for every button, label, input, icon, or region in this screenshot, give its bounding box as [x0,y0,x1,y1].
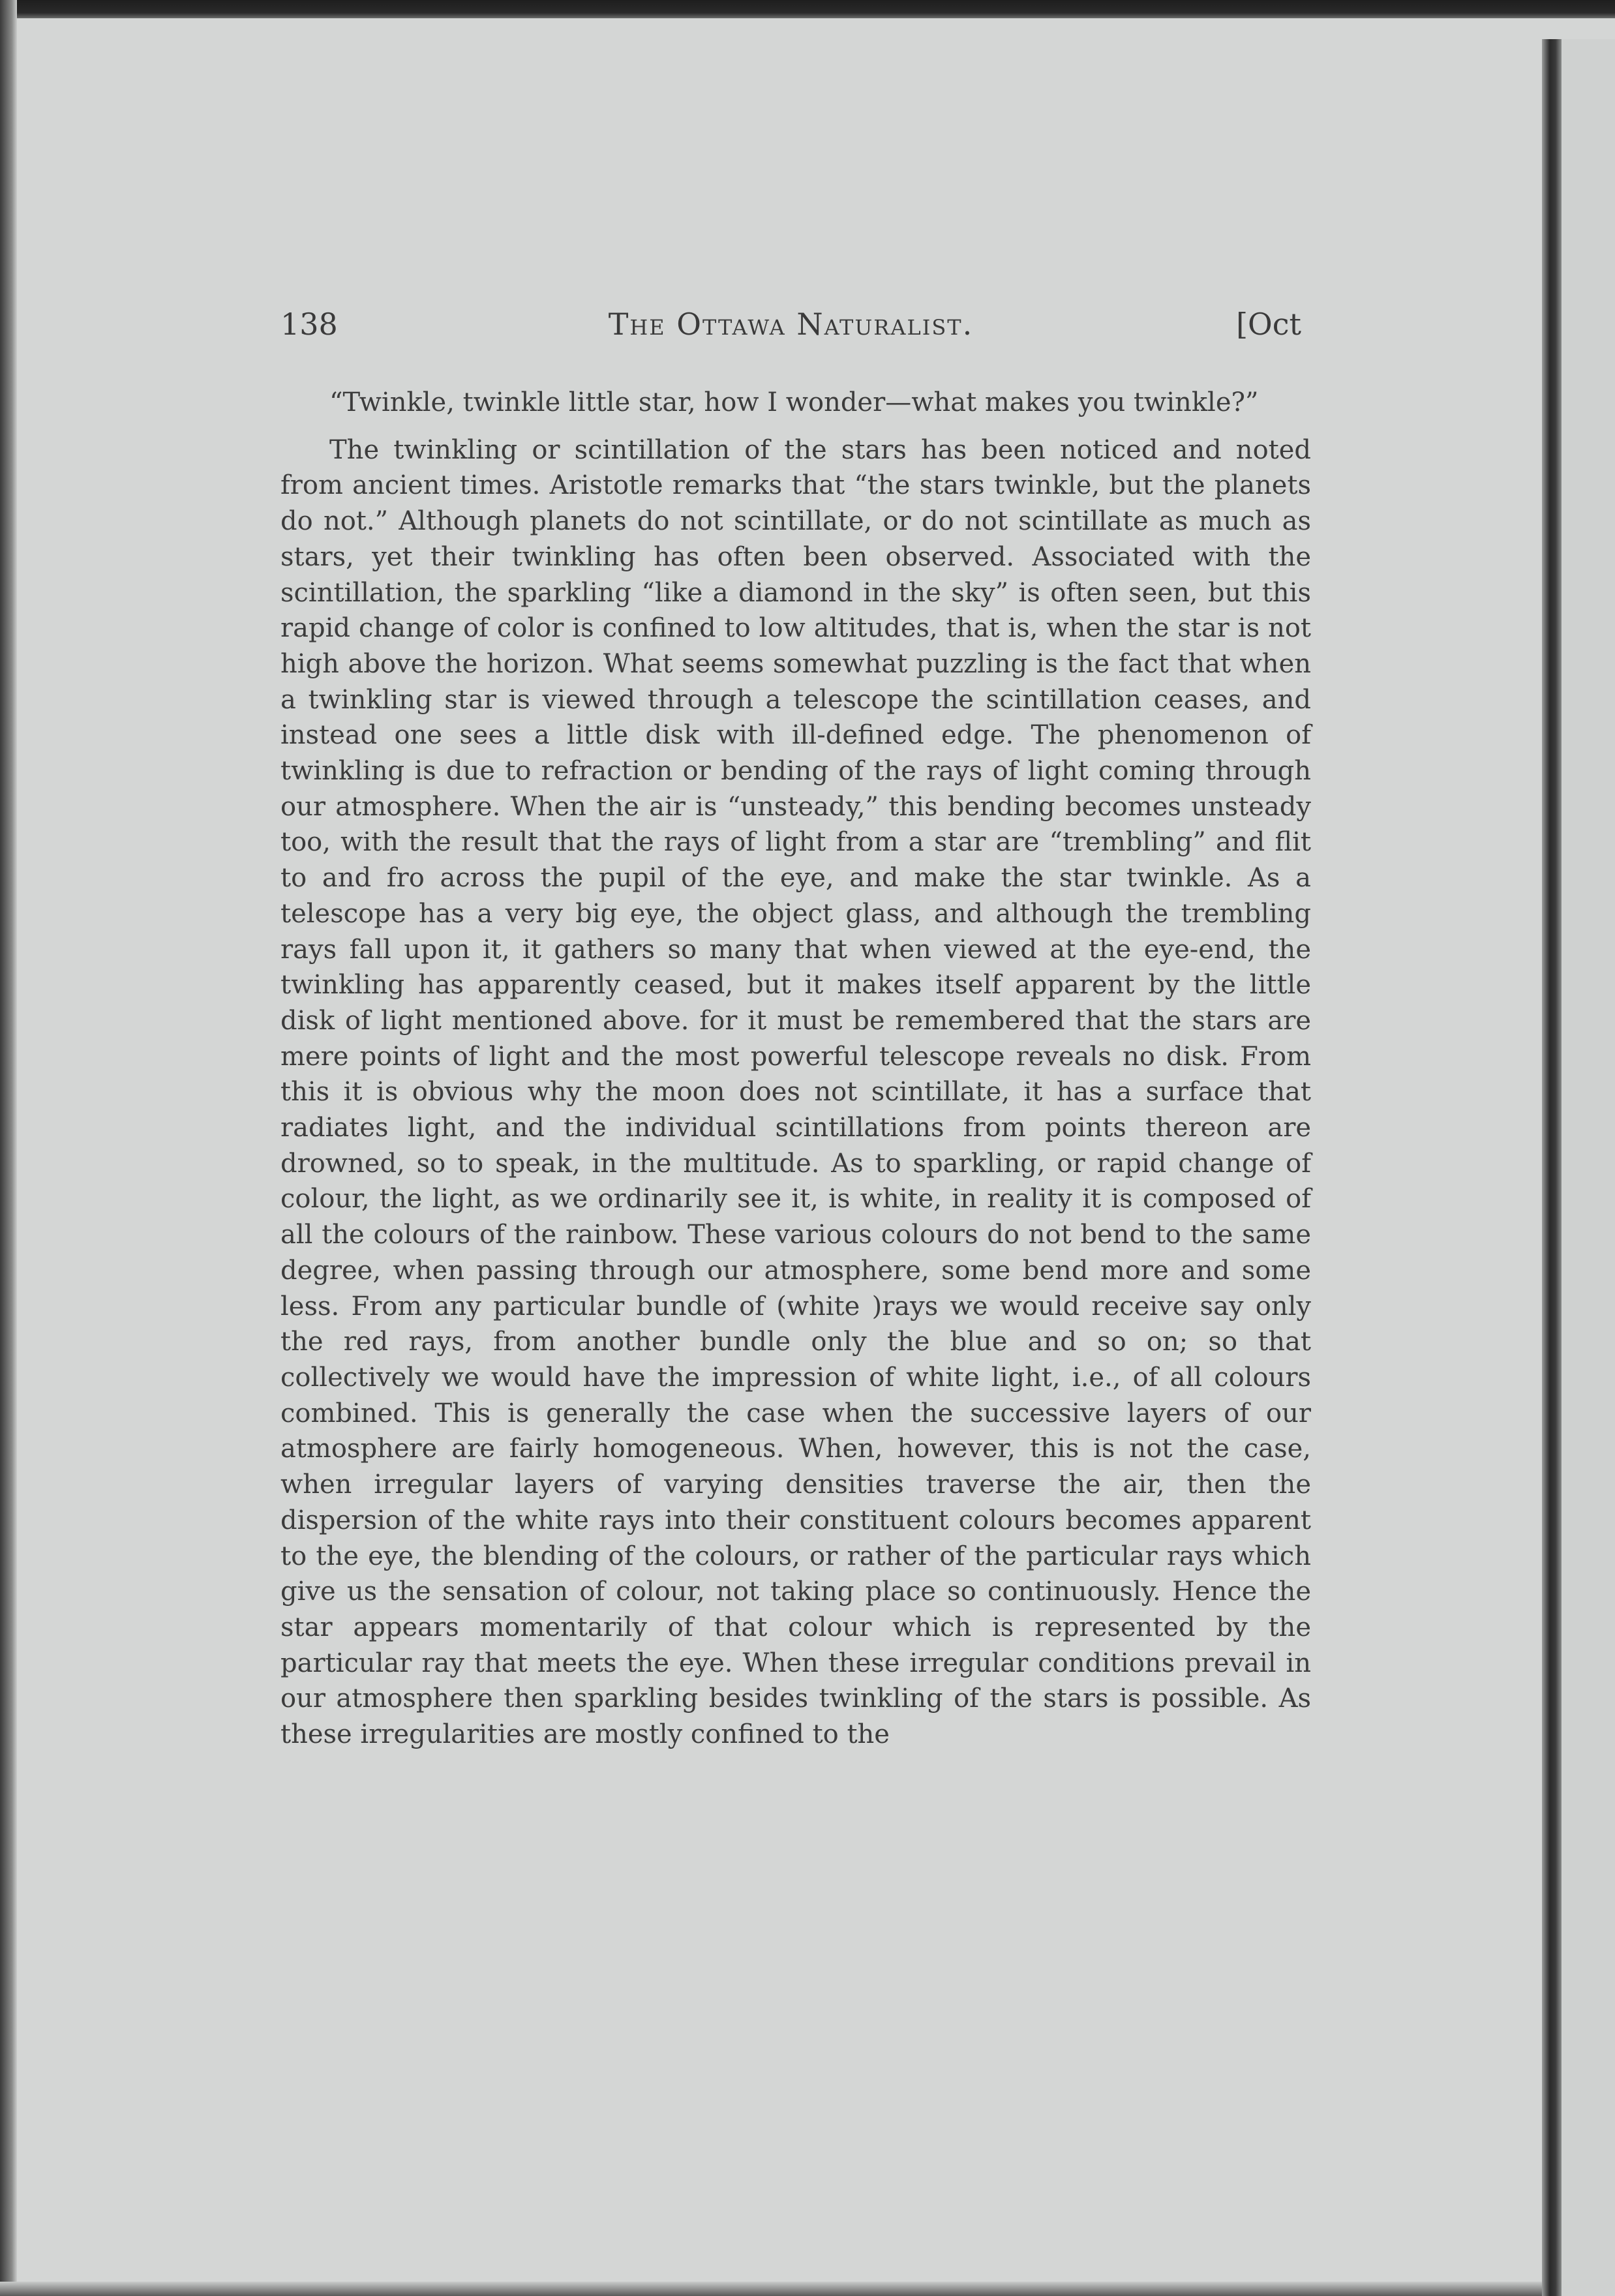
body-paragraph: The twinkling or scintillation of the stars has been noticed and noted from ancient times. Aristotle remarks that “the stars twinkle, but the planets do not.” Although planets do not scintillate, or do not scintillate as much as stars, yet their twinkling has often been observed. Associated with the scintillation, the sparkling “like a diamond in the sky” is often seen, but this rapid change of color is confined to low altitudes, that is, when the star is not high above the horizon. What seems somewhat puzzling is the fact that when a twinkling star is viewed through a telescope the scintillation ceases, and instead one sees a little disk with ill-defined edge. The phenomenon of twinkling is due to refraction or bending of the rays of light coming through our atmosphere. When the air is “unsteady,” this bending becomes unsteady too, with the result that the rays of light from a star are “trembling” and flit to and fro across the pupil of the eye, and make the star twinkle. As a telescope has a very big eye, the object glass, and although the trembling rays fall upon it, it gathers so many that when viewed at the eye-end, the twinkling has apparently ceased, but it makes itself apparent by the little disk of light mentioned above. for it must be remembered that the stars are mere points of light and the most powerful telescope reveals no disk. From this it is obvious why the moon does not scintillate, it has a surface that radiates light, and the individual scintillations from points thereon are drowned, so to speak, in the multitude. As to sparkling, or rapid change of colour, the light, as we ordinarily see it, is white, in reality it is composed of all the colours of the rainbow. These various colours do not bend to the same degree, when passing through our atmosphere, some bend more and some less. From any particular bundle of (white )rays we would receive say only the red rays, from another bundle only the blue and so on; so that collectively we would have the impression of white light, i.e., of all colours combined. This is generally the case when the successive layers of our atmosphere are fairly homogeneous. When, however, this is not the case, when irregular layers of varying densities traverse the air, then the dispersion of the white rays into their constituent colours becomes apparent to the eye, the blending of the colours, or rather of the particular rays which give us the sensation of colour, not taking place so continuously. Hence the star appears momentarily of that colour which is represented by the particular ray that meets the eye. When these irregular conditions prevail in our atmosphere then sparkling besides twinkling of the stars is possible. As these irregularities are mostly confined to the [280,434,1311,1750]
scan-top-edge [0,0,1615,18]
page-number: 138 [280,307,338,342]
running-title: The Ottawa Naturalist. [608,307,974,342]
binding-shadow [1542,39,1562,2296]
opening-quote: “Twinkle, twinkle little star, how I wonder—what makes you twinkle?” [329,387,1259,417]
issue-month: [Oct [1236,307,1301,342]
scan-bottom-edge [0,2282,1615,2296]
article-body [280,385,1311,1753]
running-header [280,307,1301,352]
adjacent-page-edge [1562,39,1615,2296]
scan-left-edge [0,0,17,2296]
